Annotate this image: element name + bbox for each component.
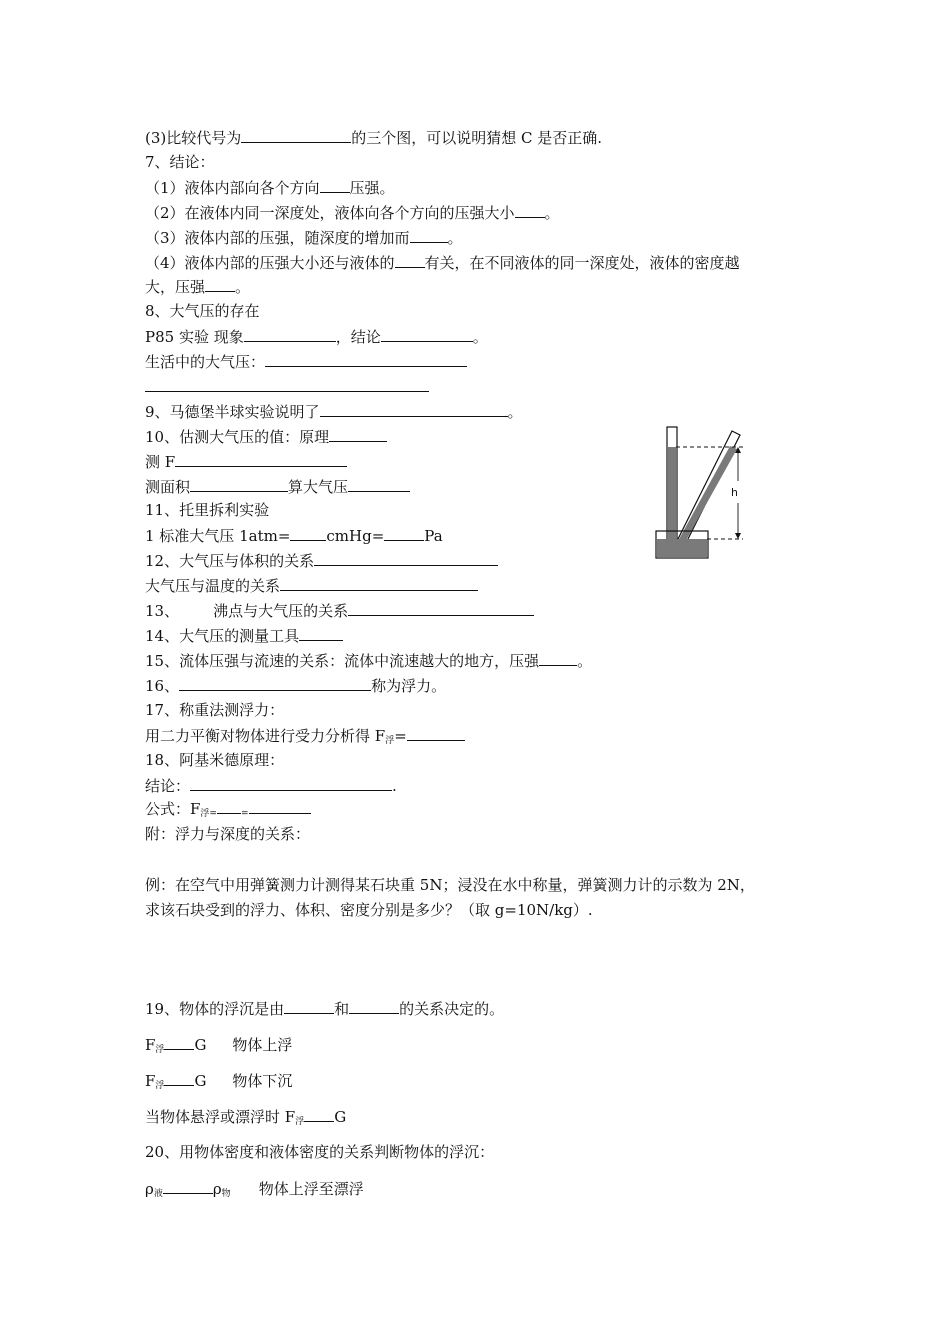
line-sink (145, 1070, 292, 1096)
heading-20: 20、用物体密度和液体密度的关系判断物体的浮沉： (145, 1143, 495, 1161)
text: 。 (447, 229, 463, 247)
answer-blank[interactable] (349, 998, 399, 1014)
answer-blank[interactable] (175, 451, 347, 467)
text: （1）液体内部向各个方向 (145, 179, 320, 197)
heading-11: 11、托里拆利实验 (145, 501, 270, 519)
example-line-1: 例：在空气中用弹簧测力计测得某石块重 5N；浸没在水中称量，弹簧测力计的示数为 2N， (145, 876, 755, 894)
text: 测面积 (145, 478, 191, 496)
mercury-column-tilted (678, 446, 737, 544)
text: . (392, 777, 397, 795)
line-measure-area (145, 476, 410, 497)
heading-12 (145, 550, 498, 571)
text: 14、大气压的测量工具 (145, 627, 300, 645)
subscript: = (240, 809, 249, 819)
subscript: 浮 (295, 1117, 305, 1127)
text: 1 标准大气压 1atm= (145, 527, 291, 545)
answer-blank[interactable] (348, 476, 410, 492)
text: 大气压与温度的关系 (145, 577, 281, 595)
heading-9 (145, 401, 523, 422)
answer-blank[interactable] (205, 276, 235, 292)
subscript: 浮 (385, 736, 395, 746)
text: 公式：F (145, 800, 201, 818)
subscript: 浮= (200, 809, 217, 819)
text: 物体下沉 (232, 1072, 293, 1090)
answer-blank[interactable] (384, 525, 424, 541)
heading-13 (145, 600, 534, 621)
line-7-3 (145, 227, 463, 248)
text: （2）在液体内同一深度处，液体向各个方向的压强大小 (145, 204, 515, 222)
heading-18: 18、阿基米德原理： (145, 751, 285, 769)
text: 10、估测大气压的值：原理 (145, 428, 330, 446)
text: 的关系决定的。 (399, 1000, 505, 1018)
line-p85 (145, 326, 488, 347)
text: 当物体悬浮或漂浮时 F (145, 1108, 296, 1126)
text: 。 (235, 278, 251, 296)
answer-blank[interactable] (304, 1106, 334, 1122)
answer-blank[interactable] (241, 127, 351, 143)
text: ρ (145, 1180, 154, 1198)
answer-blank[interactable] (320, 177, 350, 193)
heading-15 (145, 650, 592, 671)
answer-blank[interactable] (249, 803, 311, 814)
line-7-4-cont (145, 276, 250, 297)
text: P85 实验 现象 (145, 328, 244, 346)
text: = (394, 727, 407, 745)
text: 生活中的大气压： (145, 353, 266, 371)
text: 物体上浮至漂浮 (258, 1180, 364, 1198)
subscript: 浮 (155, 1081, 165, 1091)
answer-blank[interactable] (190, 775, 392, 791)
text: 有关，在不同液体的同一深度处，液体的密度越 (424, 254, 740, 272)
text: 压强。 (349, 179, 395, 197)
answer-blank[interactable] (190, 476, 288, 492)
answer-blank[interactable] (164, 1070, 194, 1086)
text: 。 (507, 403, 523, 421)
line-formula (145, 799, 311, 824)
text: ρ (212, 1180, 222, 1198)
answer-blank[interactable] (244, 326, 336, 342)
text: 12、大气压与体积的关系 (145, 552, 315, 570)
answer-blank[interactable] (515, 202, 545, 218)
text: 。 (544, 204, 560, 222)
answer-blank[interactable] (539, 650, 577, 666)
text: 测 F (145, 453, 176, 471)
answer-blank[interactable] (381, 326, 473, 342)
line-appendix: 附：浮力与深度的关系： (145, 825, 311, 843)
text: F (145, 1036, 156, 1054)
text: 沸点与大气压的关系 (213, 602, 349, 620)
answer-blank[interactable] (145, 376, 429, 392)
line-measure-f (145, 451, 347, 472)
answer-blank[interactable] (280, 575, 478, 591)
heading-16 (145, 675, 446, 696)
answer-blank[interactable] (329, 426, 387, 442)
text: 。 (472, 328, 488, 346)
answer-blank[interactable] (179, 675, 371, 691)
text: 和 (334, 1000, 350, 1018)
line-life-pressure (145, 351, 467, 372)
text: 15、流体压强与流速的关系：流体中流速越大的地方，压强 (145, 652, 540, 670)
answer-blank[interactable] (407, 725, 465, 741)
text: F (145, 1072, 156, 1090)
text: 称为浮力。 (371, 677, 447, 695)
subscript: 液 (153, 1189, 163, 1199)
text: 13、 (145, 602, 180, 620)
line-two-force (145, 725, 465, 751)
answer-blank[interactable] (164, 1034, 194, 1050)
heading-14 (145, 625, 343, 646)
line-7-4 (145, 252, 740, 273)
heading-19 (145, 998, 504, 1019)
line-suspend (145, 1106, 346, 1132)
answer-blank[interactable] (290, 525, 326, 541)
line-float-up (145, 1034, 292, 1060)
text: 结论： (145, 777, 191, 795)
text: 9、马德堡半球实验说明了 (145, 403, 320, 421)
text: 的三个图，可以说明猜想 C 是否正确. (351, 129, 603, 147)
text: cmHg= (326, 527, 385, 545)
text: G (194, 1072, 207, 1090)
text: 物体上浮 (232, 1036, 293, 1054)
text: 用二力平衡对物体进行受力分析得 F (145, 727, 386, 745)
torricelli-diagram (648, 423, 748, 563)
subscript: 物 (221, 1189, 231, 1199)
answer-blank[interactable] (320, 401, 508, 417)
answer-blank[interactable] (314, 550, 498, 566)
text: (3)比较代号为 (145, 129, 242, 147)
text: Pa (424, 527, 443, 545)
answer-blank[interactable] (299, 625, 343, 641)
answer-blank[interactable] (163, 1178, 213, 1194)
text: 算大气压 (288, 478, 349, 496)
answer-blank[interactable] (265, 351, 467, 367)
mercury-column-vertical (668, 447, 676, 544)
mercury-in-dish (657, 539, 707, 557)
line-conclusion (145, 775, 397, 796)
line-blank-continuation (145, 376, 429, 397)
answer-blank[interactable] (348, 600, 534, 616)
text: 16、 (145, 677, 180, 695)
line-7-1 (145, 177, 395, 198)
line-7-2 (145, 202, 560, 223)
heading-17: 17、称重法测浮力： (145, 701, 285, 719)
text: G (194, 1036, 207, 1054)
answer-blank[interactable] (284, 998, 334, 1014)
text: G (334, 1108, 347, 1126)
text: ，结论 (335, 328, 381, 346)
example-line-2: 求该石块受到的浮力、体积、密度分别是多少？（取 g=10N/kg）. (145, 901, 593, 919)
line-density (145, 1178, 364, 1204)
text: （3）液体内部的压强，随深度的增加而 (145, 229, 410, 247)
text: 19、物体的浮沉是由 (145, 1000, 285, 1018)
line-temp (145, 575, 478, 596)
heading-8: 8、大气压的存在 (145, 302, 260, 320)
answer-blank[interactable] (217, 803, 241, 814)
answer-blank[interactable] (410, 227, 448, 243)
text: 大，压强 (145, 278, 206, 296)
heading-7: 7、结论： (145, 153, 215, 171)
line-q3 (145, 127, 602, 148)
answer-blank[interactable] (395, 252, 425, 268)
subscript: 浮 (155, 1045, 165, 1055)
arrow-head-down (735, 533, 741, 539)
heading-10 (145, 426, 387, 447)
line-atm (145, 525, 443, 546)
text: （4）液体内部的压强大小还与液体的 (145, 254, 395, 272)
text: 。 (577, 652, 593, 670)
h-label: h (731, 486, 738, 499)
